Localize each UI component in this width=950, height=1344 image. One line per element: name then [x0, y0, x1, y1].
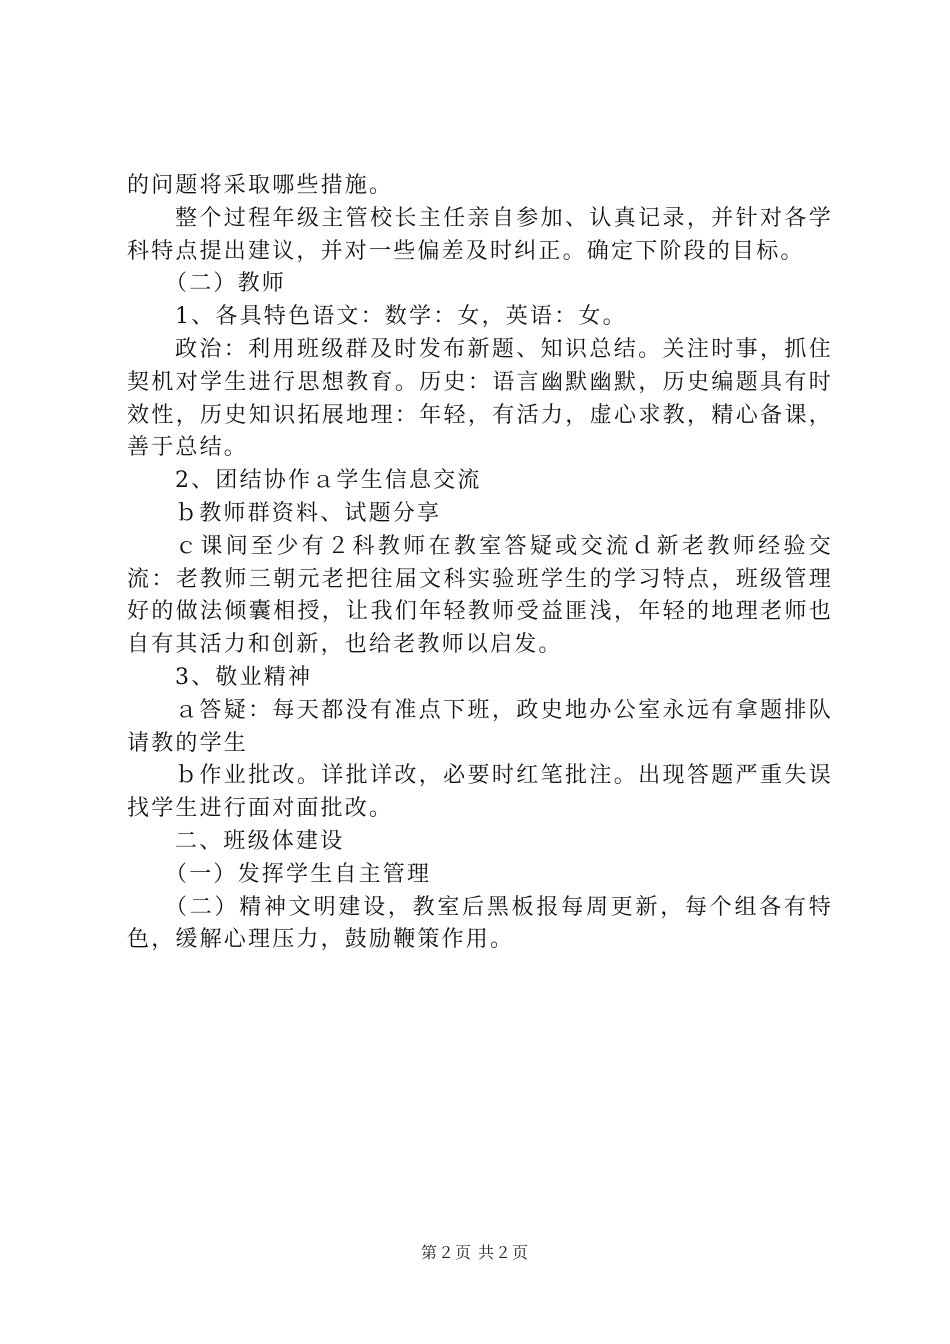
page-footer [0, 1243, 950, 1263]
section-heading: 二、班级体建设 [175, 828, 345, 854]
section-heading: （二）教师 [165, 271, 287, 297]
paragraph: 整个过程年级主管校长主任亲自参加、认真记录，并针对各学科特点提出建议，并对一些偏差及时纠正。确定下阶段的目标。 [127, 205, 833, 264]
section-heading: （一）发挥学生自主管理 [165, 861, 432, 887]
document-body [127, 170, 833, 957]
paragraph: ａ答疑：每天都没有准点下班，政史地办公室永远有拿题排队请教的学生 [127, 697, 833, 756]
paragraph: ｃ课间至少有２科教师在教室答疑或交流ｄ新老教师经验交流：老教师三朝元老把往届文科实验班学生的学习特点，班级管理好的做法倾囊相授，让我们年轻教师受益匪浅，年轻的地理老师也自有其活力和创新，也给老教师以启发。 [127, 533, 833, 658]
paragraph: ｂ教师群资料、试题分享 [175, 500, 442, 526]
paragraph: 政治：利用班级群及时发布新题、知识总结。关注时事，抓住契机对学生进行思想教育。历史：语言幽默幽默，历史编题具有时效性，历史知识拓展地理：年轻，有活力，虚心求教，精心备课，善于总结。 [127, 336, 833, 461]
paragraph: 3、敬业精神 [175, 664, 313, 690]
paragraph: 的问题将采取哪些措施。 [127, 173, 394, 198]
paragraph: ｂ作业批改。详批详改，必要时红笔批注。出现答题严重失误找学生进行面对面批改。 [127, 763, 833, 822]
paragraph: 1、各具特色语文：数学：女，英语：女。 [175, 304, 627, 330]
paragraph: 2、团结协作ａ学生信息交流 [175, 468, 482, 494]
paragraph: （二）精神文明建设，教室后黑板报每周更新，每个组各有特色，缓解心理压力，鼓励鞭策作用。 [127, 894, 833, 953]
page-number: 第２页 共２页 [420, 1243, 530, 1262]
